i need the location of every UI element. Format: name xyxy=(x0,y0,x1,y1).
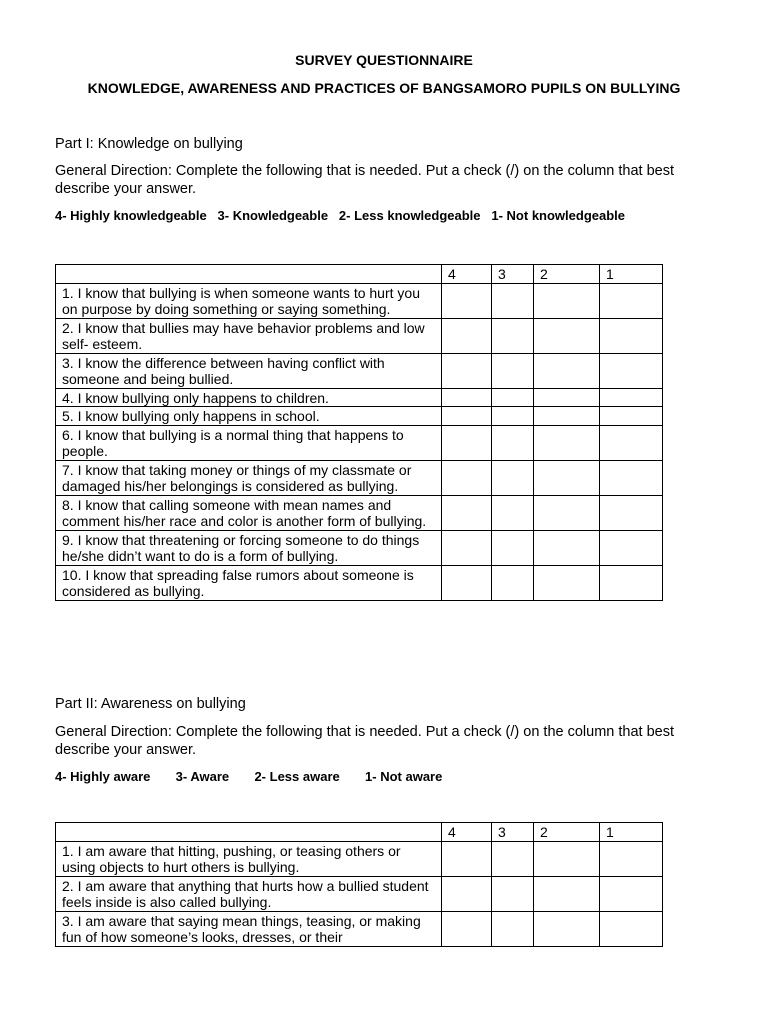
document-subtitle: KNOWLEDGE, AWARENESS AND PRACTICES OF BANGSAMORO PUPILS ON BULLYING xyxy=(87,80,681,96)
document-title: SURVEY QUESTIONNAIRE xyxy=(295,52,473,68)
check-cell-1[interactable] xyxy=(600,911,663,946)
check-cell-1[interactable] xyxy=(600,407,663,426)
check-cell-4[interactable] xyxy=(442,425,492,460)
header-item-cell xyxy=(56,265,442,284)
check-cell-3[interactable] xyxy=(492,425,534,460)
check-cell-2[interactable] xyxy=(534,388,600,407)
check-cell-2[interactable] xyxy=(534,495,600,530)
table-row xyxy=(56,460,663,495)
check-cell-4[interactable] xyxy=(442,353,492,388)
check-cell-1[interactable] xyxy=(600,283,663,318)
check-cell-3[interactable] xyxy=(492,530,534,565)
check-cell-3[interactable] xyxy=(492,388,534,407)
check-cell-2[interactable] xyxy=(534,353,600,388)
item-text: 3. I am aware that saying mean things, teasing, or making fun of how someone’s looks, dresses, or their xyxy=(56,911,442,946)
item-text: 8. I know that calling someone with mean names and comment his/her race and color is another form of bullying. xyxy=(56,495,442,530)
check-cell-4[interactable] xyxy=(442,495,492,530)
part1-scale-1: 1- Not knowledgeable xyxy=(491,208,626,223)
check-cell-3[interactable] xyxy=(492,565,534,600)
check-cell-1[interactable] xyxy=(600,318,663,353)
table-row xyxy=(56,530,663,565)
check-cell-1[interactable] xyxy=(600,425,663,460)
check-cell-1[interactable] xyxy=(600,565,663,600)
table-row xyxy=(56,565,663,600)
part1-scale xyxy=(55,208,625,223)
check-cell-1[interactable] xyxy=(600,530,663,565)
check-cell-1[interactable] xyxy=(600,388,663,407)
part1-scale-4: 4- Highly knowledgeable xyxy=(55,208,207,223)
check-cell-2[interactable] xyxy=(534,318,600,353)
item-text: 10. I know that spreading false rumors about someone is considered as bullying. xyxy=(56,565,442,600)
part2-scale-1: 1- Not aware xyxy=(365,769,443,784)
item-text: 1. I know that bullying is when someone wants to hurt you on purpose by doing something or saying something. xyxy=(56,283,442,318)
part2-scale xyxy=(55,769,442,784)
check-cell-2[interactable] xyxy=(534,283,600,318)
part1-scale-2: 2- Less knowledgeable xyxy=(338,208,481,223)
check-cell-3[interactable] xyxy=(492,283,534,318)
header-col-3: 3 xyxy=(492,265,534,284)
check-cell-1[interactable] xyxy=(600,495,663,530)
check-cell-3[interactable] xyxy=(492,318,534,353)
check-cell-4[interactable] xyxy=(442,460,492,495)
check-cell-4[interactable] xyxy=(442,388,492,407)
check-cell-3[interactable] xyxy=(492,495,534,530)
table-row xyxy=(56,495,663,530)
part2-direction: General Direction: Complete the following that is needed. Put a check (/) on the column that best describe your answer. xyxy=(55,724,675,758)
check-cell-4[interactable] xyxy=(442,565,492,600)
item-text: 1. I am aware that hitting, pushing, or teasing others or using objects to hurt others is bullying. xyxy=(56,841,442,876)
item-text: 2. I know that bullies may have behavior problems and low self- esteem. xyxy=(56,318,442,353)
part1-scale-3: 3- Knowledgeable xyxy=(217,208,329,223)
check-cell-3[interactable] xyxy=(492,460,534,495)
item-text: 3. I know the difference between having conflict with someone and being bullied. xyxy=(56,353,442,388)
part1-direction: General Direction: Complete the following that is needed. Put a check (/) on the column that best describe your answer. xyxy=(55,163,675,197)
table-row xyxy=(56,283,663,318)
table-header-row xyxy=(56,265,663,284)
table-row xyxy=(56,911,663,946)
check-cell-1[interactable] xyxy=(600,353,663,388)
check-cell-1[interactable] xyxy=(600,460,663,495)
table-row xyxy=(56,425,663,460)
check-cell-3[interactable] xyxy=(492,911,534,946)
table-row xyxy=(56,876,663,911)
header-col-1: 1 xyxy=(600,823,663,842)
check-cell-2[interactable] xyxy=(534,841,600,876)
check-cell-2[interactable] xyxy=(534,565,600,600)
item-text: 2. I am aware that anything that hurts how a bullied student feels inside is also called bullying. xyxy=(56,876,442,911)
check-cell-2[interactable] xyxy=(534,460,600,495)
part2-scale-2: 2- Less aware xyxy=(254,769,340,784)
check-cell-4[interactable] xyxy=(442,530,492,565)
check-cell-2[interactable] xyxy=(534,407,600,426)
table-row xyxy=(56,407,663,426)
header-col-4: 4 xyxy=(442,265,492,284)
part2-title: Part II: Awareness on bullying xyxy=(55,696,246,712)
check-cell-4[interactable] xyxy=(442,318,492,353)
item-text: 7. I know that taking money or things of my classmate or damaged his/her belongings is considered as bullying. xyxy=(56,460,442,495)
header-col-1: 1 xyxy=(600,265,663,284)
part2-table xyxy=(55,822,663,947)
check-cell-4[interactable] xyxy=(442,283,492,318)
check-cell-4[interactable] xyxy=(442,911,492,946)
check-cell-4[interactable] xyxy=(442,841,492,876)
table-row xyxy=(56,841,663,876)
part1-table xyxy=(55,264,663,601)
header-item-cell xyxy=(56,823,442,842)
check-cell-2[interactable] xyxy=(534,911,600,946)
table-header-row xyxy=(56,823,663,842)
header-col-4: 4 xyxy=(442,823,492,842)
check-cell-2[interactable] xyxy=(534,530,600,565)
check-cell-4[interactable] xyxy=(442,407,492,426)
check-cell-2[interactable] xyxy=(534,876,600,911)
check-cell-2[interactable] xyxy=(534,425,600,460)
header-col-3: 3 xyxy=(492,823,534,842)
check-cell-3[interactable] xyxy=(492,841,534,876)
check-cell-3[interactable] xyxy=(492,407,534,426)
header-col-2: 2 xyxy=(534,265,600,284)
check-cell-1[interactable] xyxy=(600,841,663,876)
part2-scale-4: 4- Highly aware xyxy=(55,769,151,784)
check-cell-1[interactable] xyxy=(600,876,663,911)
table-row xyxy=(56,318,663,353)
item-text: 9. I know that threatening or forcing someone to do things he/she didn’t want to do is a form of bullying. xyxy=(56,530,442,565)
part1-title: Part I: Knowledge on bullying xyxy=(55,136,243,152)
check-cell-4[interactable] xyxy=(442,876,492,911)
part2-scale-3: 3- Aware xyxy=(175,769,230,784)
item-text: 6. I know that bullying is a normal thing that happens to people. xyxy=(56,425,442,460)
check-cell-3[interactable] xyxy=(492,353,534,388)
item-text: 5. I know bullying only happens in school. xyxy=(56,407,442,426)
table-row xyxy=(56,388,663,407)
header-col-2: 2 xyxy=(534,823,600,842)
item-text: 4. I know bullying only happens to children. xyxy=(56,388,442,407)
table-row xyxy=(56,353,663,388)
check-cell-3[interactable] xyxy=(492,876,534,911)
